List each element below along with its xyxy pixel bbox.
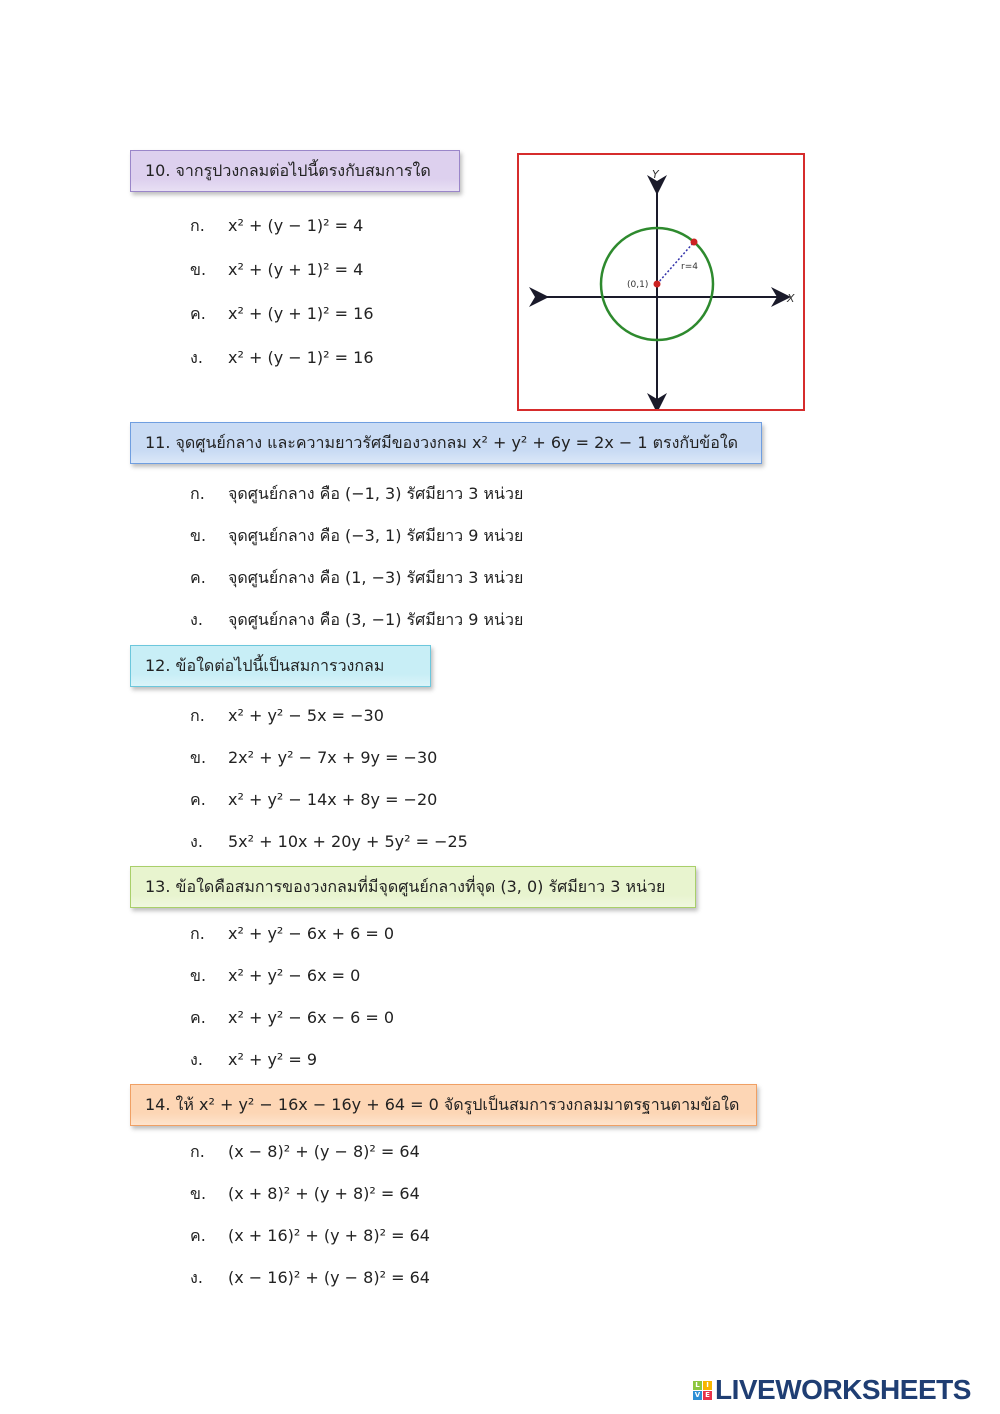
option-label: ข. bbox=[190, 966, 207, 985]
option-label: ก. bbox=[190, 484, 205, 503]
y-axis-label: Y bbox=[652, 168, 659, 181]
logo-tiles-icon bbox=[693, 1381, 712, 1400]
answer-option[interactable] bbox=[190, 524, 523, 549]
x-axis-label: X bbox=[787, 292, 795, 305]
answer-option[interactable] bbox=[190, 922, 394, 947]
option-text: x² + (y + 1)² = 16 bbox=[228, 304, 374, 323]
answer-option[interactable] bbox=[190, 302, 374, 327]
option-text: 5x² + 10x + 20y + 5y² = −25 bbox=[228, 832, 468, 851]
circle-graph bbox=[517, 153, 805, 411]
answer-option[interactable] bbox=[190, 1006, 394, 1031]
option-label: ข. bbox=[190, 748, 207, 767]
circle-graph-svg bbox=[519, 155, 803, 409]
question-text: 13. ข้อใดคือสมการของวงกลมที่มีจุดศูนย์กลางที่จุด (3, 0) รัศมียาว 3 หน่วย bbox=[145, 876, 666, 896]
center-label: (0,1) bbox=[627, 280, 649, 290]
option-text: จุดศูนย์กลาง คือ (−1, 3) รัศมียาว 3 หน่วย bbox=[228, 484, 524, 503]
answer-option[interactable] bbox=[190, 704, 384, 729]
option-label: ก. bbox=[190, 706, 205, 725]
option-label: ข. bbox=[190, 1184, 207, 1203]
question-14-header bbox=[130, 1084, 757, 1126]
question-13-header bbox=[130, 866, 696, 908]
option-label: ค. bbox=[190, 790, 206, 809]
option-label: ง. bbox=[190, 610, 203, 629]
option-text: (x + 16)² + (y + 8)² = 64 bbox=[228, 1226, 430, 1245]
option-text: x² + y² = 9 bbox=[228, 1050, 318, 1069]
answer-option[interactable] bbox=[190, 214, 363, 239]
option-text: x² + (y + 1)² = 4 bbox=[228, 260, 364, 279]
option-text: x² + y² − 5x = −30 bbox=[228, 706, 384, 725]
option-label: ก. bbox=[190, 924, 205, 943]
option-label: ง. bbox=[190, 1050, 203, 1069]
option-text: x² + y² − 6x = 0 bbox=[228, 966, 361, 985]
question-11-header bbox=[130, 422, 762, 464]
question-text: 12. ข้อใดต่อไปนี้เป็นสมการวงกลม bbox=[145, 655, 385, 675]
answer-option[interactable] bbox=[190, 346, 374, 371]
edge-point bbox=[691, 239, 698, 246]
question-text: 14. ให้ x² + y² − 16x − 16y + 64 = 0 จัดรูปเป็นสมการวงกลมมาตรฐานตามข้อใด bbox=[145, 1094, 740, 1114]
answer-option[interactable] bbox=[190, 258, 363, 283]
option-text: จุดศูนย์กลาง คือ (1, −3) รัศมียาว 3 หน่วย bbox=[228, 568, 524, 587]
answer-option[interactable] bbox=[190, 608, 523, 633]
logo-text: LIVEWORKSHEETS bbox=[715, 1374, 971, 1405]
option-text: จุดศูนย์กลาง คือ (3, −1) รัศมียาว 9 หน่วย bbox=[228, 610, 524, 629]
option-label: ง. bbox=[190, 832, 203, 851]
answer-option[interactable] bbox=[190, 1266, 430, 1291]
option-text: 2x² + y² − 7x + 9y = −30 bbox=[228, 748, 438, 767]
option-label: ค. bbox=[190, 568, 206, 587]
option-label: ก. bbox=[190, 1142, 205, 1161]
option-label: ข. bbox=[190, 526, 207, 545]
liveworksheets-logo bbox=[693, 1374, 971, 1406]
option-label: ข. bbox=[190, 260, 207, 279]
answer-option[interactable] bbox=[190, 1140, 420, 1165]
answer-option[interactable] bbox=[190, 964, 360, 989]
option-text: (x − 8)² + (y − 8)² = 64 bbox=[228, 1142, 420, 1161]
option-text: จุดศูนย์กลาง คือ (−3, 1) รัศมียาว 9 หน่วย bbox=[228, 526, 524, 545]
question-12-header bbox=[130, 645, 431, 687]
option-label: ค. bbox=[190, 304, 206, 323]
option-text: x² + y² − 6x − 6 = 0 bbox=[228, 1008, 395, 1027]
answer-option[interactable] bbox=[190, 1182, 420, 1207]
option-text: (x + 8)² + (y + 8)² = 64 bbox=[228, 1184, 420, 1203]
logo-tile: E bbox=[703, 1391, 712, 1400]
center-point bbox=[654, 281, 661, 288]
answer-option[interactable] bbox=[190, 482, 523, 507]
answer-option[interactable] bbox=[190, 1048, 317, 1073]
option-label: ก. bbox=[190, 216, 205, 235]
question-text: 11. จุดศูนย์กลาง และความยาวรัศมีของวงกลม x² + y² + 6y = 2x − 1 ตรงกับข้อใด bbox=[145, 432, 739, 452]
logo-tile: I bbox=[703, 1381, 712, 1390]
answer-option[interactable] bbox=[190, 830, 468, 855]
answer-option[interactable] bbox=[190, 566, 523, 591]
option-text: x² + (y − 1)² = 4 bbox=[228, 216, 364, 235]
option-text: x² + y² − 6x + 6 = 0 bbox=[228, 924, 395, 943]
logo-tile: V bbox=[694, 1390, 701, 1399]
option-text: x² + (y − 1)² = 16 bbox=[228, 348, 374, 367]
option-label: ง. bbox=[190, 1268, 203, 1287]
radius-label: r=4 bbox=[681, 262, 698, 272]
answer-option[interactable] bbox=[190, 788, 437, 813]
option-text: x² + y² − 14x + 8y = −20 bbox=[228, 790, 438, 809]
option-text: (x − 16)² + (y − 8)² = 64 bbox=[228, 1268, 430, 1287]
option-label: ค. bbox=[190, 1226, 206, 1245]
option-label: ง. bbox=[190, 348, 203, 367]
logo-tile: L bbox=[693, 1381, 702, 1390]
question-text: 10. จากรูปวงกลมต่อไปนี้ตรงกับสมการใด bbox=[145, 160, 431, 180]
question-10-header bbox=[130, 150, 460, 192]
option-label: ค. bbox=[190, 1008, 206, 1027]
answer-option[interactable] bbox=[190, 1224, 430, 1249]
answer-option[interactable] bbox=[190, 746, 437, 771]
